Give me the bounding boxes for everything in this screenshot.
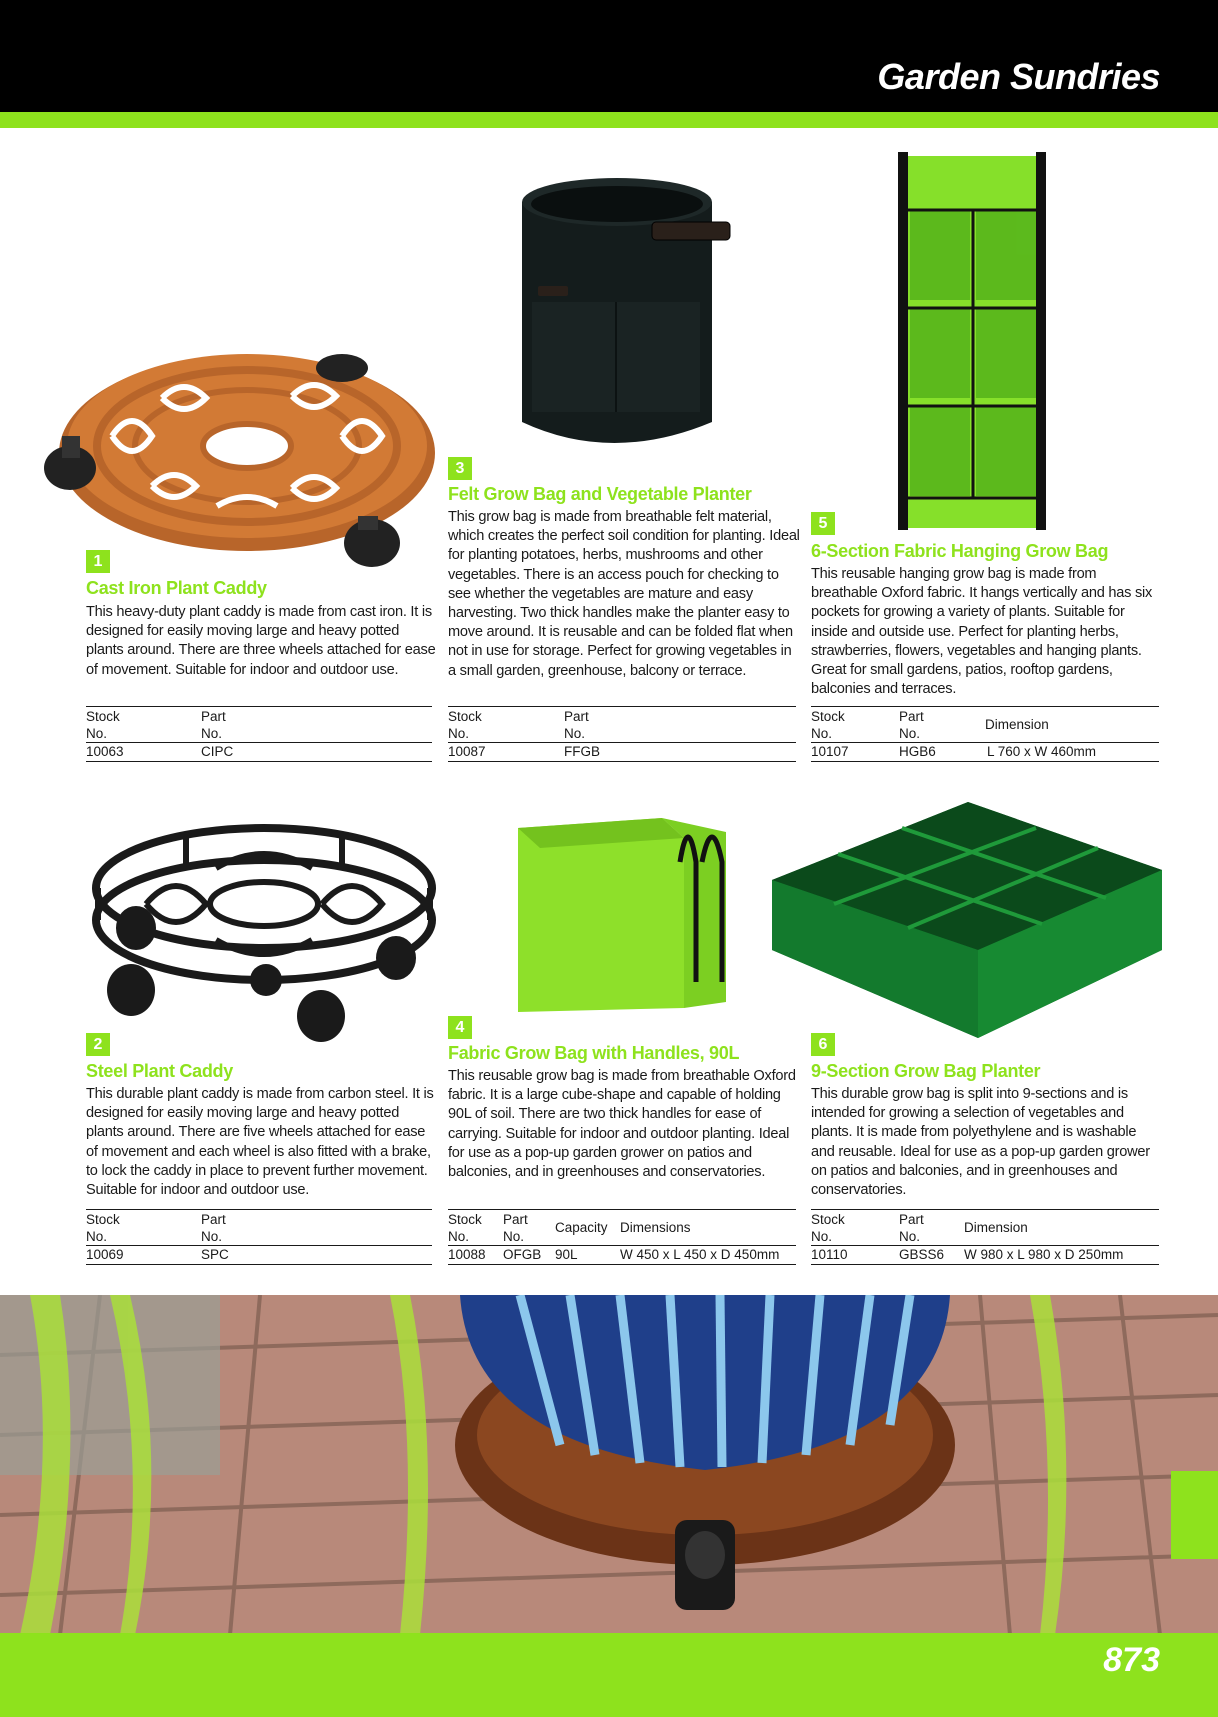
col-header-part-sub: No. (503, 1229, 525, 1244)
page-number: 873 (1103, 1641, 1160, 1679)
part-number: FFGB (564, 744, 600, 759)
part-number: HGB6 (899, 744, 936, 759)
spec-table (811, 706, 1159, 762)
part-number: OFGB (503, 1247, 542, 1262)
col-header-part: Part (201, 709, 226, 724)
spec-table (811, 1209, 1159, 1265)
table-row (86, 743, 432, 761)
col-header-stock: Stock (86, 709, 120, 724)
footer-band (0, 1633, 1218, 1717)
stock-number: 10110 (811, 1247, 848, 1262)
table-row (448, 1246, 796, 1264)
col-header-stock: Stock (448, 709, 482, 724)
product-title: 9-Section Grow Bag Planter (811, 1061, 1041, 1081)
stock-number: 10063 (86, 744, 124, 759)
col-header-stock-sub: No. (811, 726, 833, 741)
spec-table-header (448, 1210, 796, 1246)
dimension-value: W 980 x L 980 x D 250mm (964, 1247, 1124, 1262)
col-header-part: Part (503, 1212, 528, 1227)
col-header-stock-sub: No. (86, 726, 108, 741)
col-header-stock-sub: No. (811, 1229, 833, 1244)
col-header-dimension: Dimension (964, 1220, 1028, 1235)
col-header-part: Part (564, 709, 589, 724)
spec-table-header (86, 707, 432, 743)
col-header-part-sub: No. (201, 1229, 223, 1244)
steel-caddy-image (86, 808, 436, 1048)
col-header-stock: Stock (811, 709, 845, 724)
table-row (811, 743, 1159, 761)
product-number-badge: 3 (448, 457, 472, 480)
col-header-stock-sub: No. (448, 1229, 470, 1244)
nine-section-planter-image (768, 800, 1166, 1040)
col-header-part-sub: No. (899, 1229, 921, 1244)
col-header-stock: Stock (448, 1212, 482, 1227)
product-description: This durable grow bag is split into 9-sections and is intended for growing a selection of vegetables and plants. It is made from polyethylene and is washable and reusable. Ideal for use as a pop-up garden grower on patios and balconies, and in greenhouses and conservatories. (811, 1086, 1150, 1199)
felt-grow-bag-image (512, 172, 732, 464)
spec-table-header (811, 707, 1159, 743)
spec-table (448, 1209, 796, 1265)
lifestyle-photo (0, 1295, 1218, 1635)
col-header-part: Part (201, 1212, 226, 1227)
product-title: Felt Grow Bag and Vegetable Planter (448, 484, 752, 504)
col-header-stock: Stock (86, 1212, 120, 1227)
col-header-part-sub: No. (201, 726, 223, 741)
product-description: This reusable grow bag is made from breathable Oxford fabric. It is a large cube-shape and capable of holding 90L of soil. There are two thick handles for ease of carrying. Suitable for indoor and outdoor planting. Ideal for use as a pop-up garden grower on patios and balconies, and in greenhouses and conservatories. (448, 1068, 796, 1181)
dimension-value: L 760 x W 460mm (987, 744, 1097, 759)
spec-table (86, 1209, 432, 1265)
product-number-badge: 2 (86, 1033, 110, 1056)
product-number-badge: 6 (811, 1033, 835, 1056)
col-header-part: Part (899, 709, 924, 724)
section-title: Garden Sundries (877, 56, 1160, 97)
col-header-part: Part (899, 1212, 924, 1227)
product-description: This durable plant caddy is made from carbon steel. It is designed for easily moving large and heavy potted plants around. There are five wheels attached for ease of movement and each wheel is also fitted with a brake, to lock the caddy in place to prevent further movement. Suitable for indoor and outdoor use. (86, 1086, 434, 1199)
product-description: This reusable hanging grow bag is made from breathable Oxford fabric. It hangs vertically and has six pockets for growing a variety of plants. Suitable for inside and outside use. Perfect for planting herbs, strawberries, flowers, vegetables and hanging plants. Great for small gardens, patios, rooftop gardens, balconies and terraces. (811, 566, 1153, 698)
table-row (811, 1246, 1159, 1264)
col-header-stock-sub: No. (448, 726, 470, 741)
table-row (448, 743, 796, 761)
col-header-capacity: Capacity (555, 1220, 608, 1235)
spec-table (86, 706, 432, 762)
col-header-dimension: Dimension (985, 717, 1049, 732)
stock-number: 10069 (86, 1247, 124, 1262)
col-header-stock: Stock (811, 1212, 845, 1227)
product-number-badge: 4 (448, 1016, 472, 1039)
spec-table-header (448, 707, 796, 743)
product-title: 6-Section Fabric Hanging Grow Bag (811, 541, 1109, 561)
capacity-value: 90L (555, 1247, 578, 1262)
stock-number: 10107 (811, 744, 849, 759)
stock-number: 10087 (448, 744, 486, 759)
spec-table-header (811, 1210, 1159, 1246)
col-header-part-sub: No. (564, 726, 586, 741)
table-row (86, 1246, 432, 1264)
section-side-tab (1171, 1471, 1218, 1559)
product-title: Steel Plant Caddy (86, 1061, 233, 1081)
part-number: SPC (201, 1247, 229, 1262)
product-description: This grow bag is made from breathable felt material, which creates the perfect soil condition for planting. Ideal for planting potatoes, herbs, mushrooms and other vegetables. There is an access pouch for checking to see whether the vegetables are mature and easy harvesting. Two thick handles make the planter easy to move around. It is reusable and can be folded flat when not in use for storage. Perfect for growing vegetables in a small garden, greenhouse, balcony or terrace. (448, 509, 800, 679)
spec-table-header (86, 1210, 432, 1246)
cast-iron-caddy-image (42, 318, 442, 568)
product-number-badge: 5 (811, 512, 835, 535)
part-number: GBSS6 (899, 1247, 945, 1262)
product-title: Cast Iron Plant Caddy (86, 578, 267, 598)
spec-table (448, 706, 796, 762)
product-number-badge: 1 (86, 550, 110, 573)
product-description: This heavy-duty plant caddy is made from cast iron. It is designed for easily moving large and heavy potted plants around. There are three wheels attached for ease of movement. Suitable for indoor and outdoor use. (86, 604, 436, 678)
col-header-dimensions: Dimensions (620, 1220, 691, 1235)
dimensions-value: W 450 x L 450 x D 450mm (620, 1247, 780, 1262)
fabric-grow-bag-image (512, 812, 730, 1018)
header-accent-stripe (0, 112, 1218, 128)
product-title: Fabric Grow Bag with Handles, 90L (448, 1043, 740, 1063)
col-header-part-sub: No. (899, 726, 921, 741)
col-header-stock-sub: No. (86, 1229, 108, 1244)
stock-number: 10088 (448, 1247, 486, 1262)
part-number: CIPC (201, 744, 234, 759)
hanging-grow-bag-image (896, 150, 1050, 532)
